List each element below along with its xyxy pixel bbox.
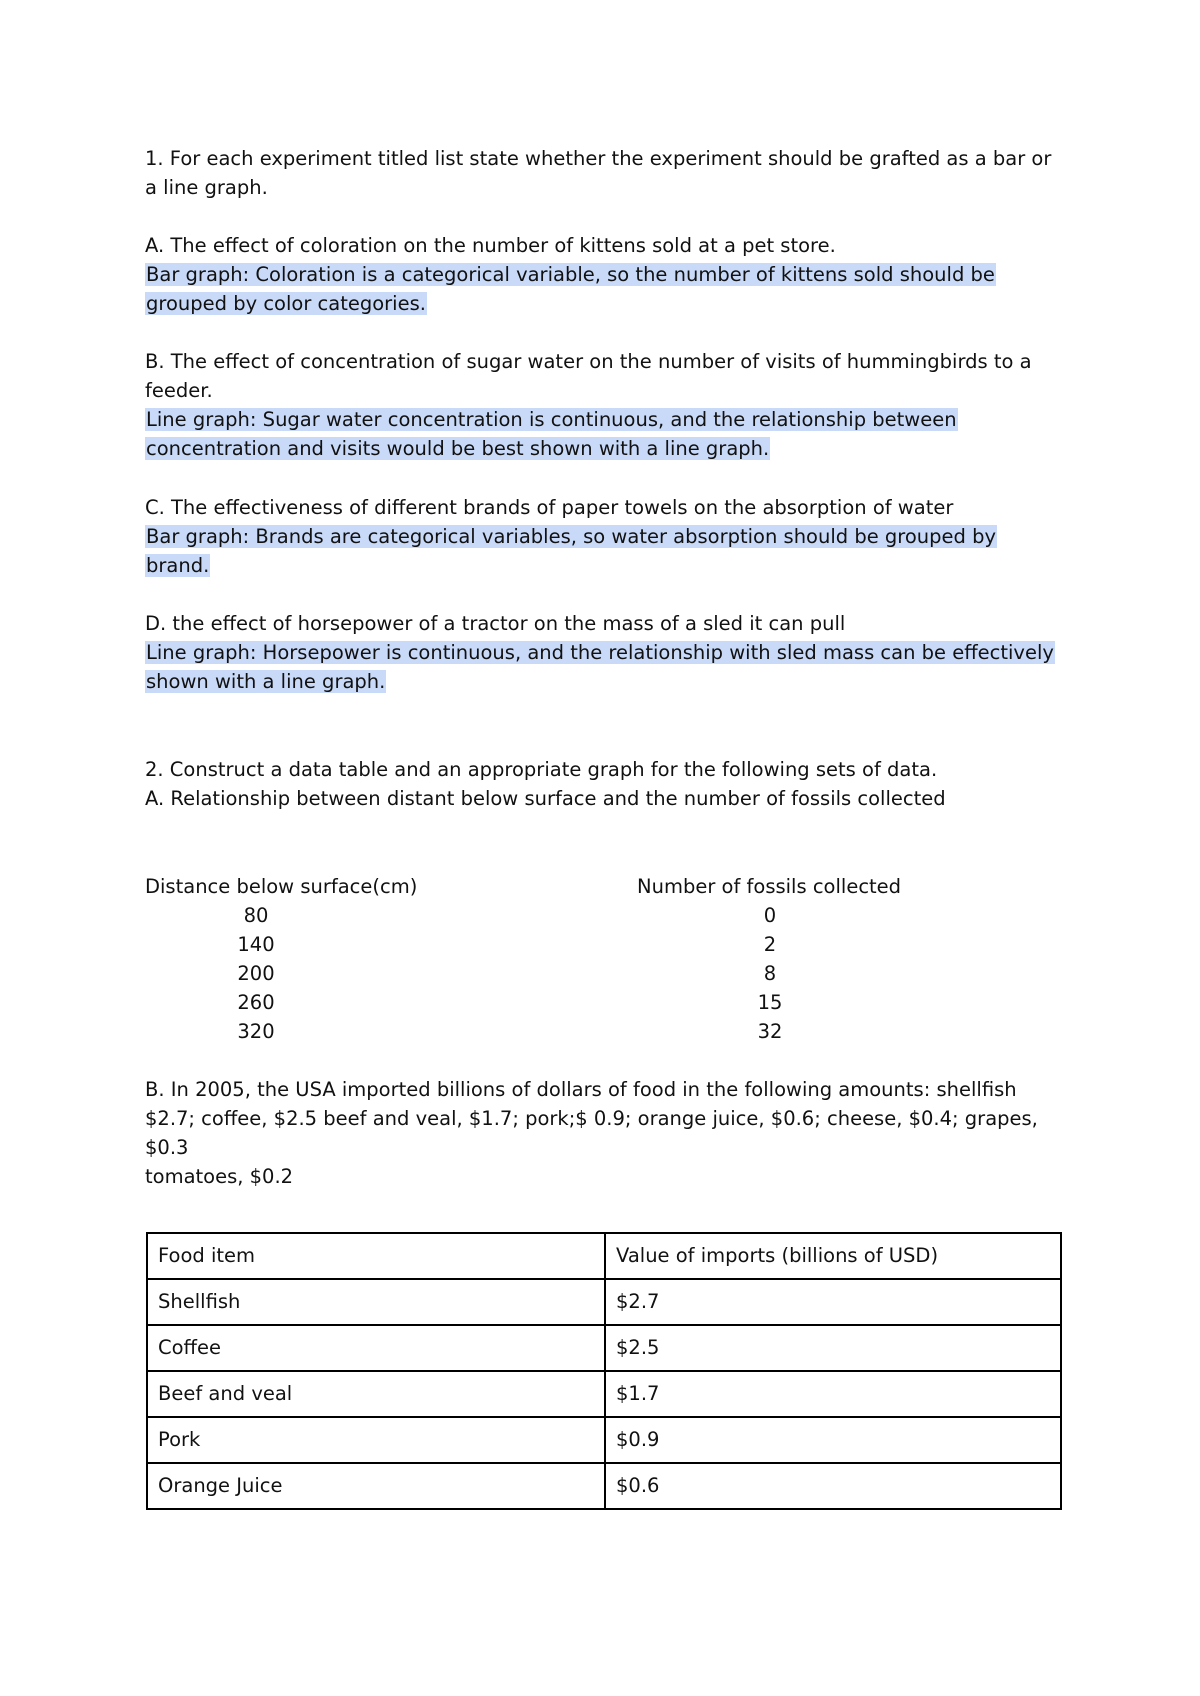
food-item-cell: Beef and veal	[147, 1371, 605, 1417]
table-row	[147, 1325, 1061, 1371]
q1-c-question: C. The effectiveness of different brands of paper towels on the absorption of water	[145, 496, 954, 519]
q1-prompt-line-2: a line graph.	[145, 176, 268, 199]
header-cell-value: Value of imports (billions of USD)	[605, 1233, 1061, 1279]
fossil-count-cell: 2	[763, 933, 777, 956]
document-page	[145, 0, 1065, 1696]
q1-b-answer-line-2: concentration and visits would be best shown with a line graph.	[146, 437, 770, 460]
q1-c-answer-line-2: brand.	[146, 554, 210, 577]
q1-d-question: D. the effect of horsepower of a tractor on the mass of a sled it can pull	[145, 612, 846, 635]
food-imports-table	[146, 1232, 1062, 1510]
q2-b-text-line-4: tomatoes, $0.2	[145, 1165, 294, 1188]
fossil-distance-cell: 200	[237, 962, 275, 985]
fossil-distance-cell: 260	[237, 991, 275, 1014]
fossil-col-distance-header: Distance below surface(cm)	[145, 875, 418, 898]
q1-b-answer-line-1: Line graph: Sugar water concentration is continuous, and the relationship between	[146, 408, 957, 431]
q1-prompt-line-1: 1. For each experiment titled list state whether the experiment should be grafted as a bar or	[145, 147, 1052, 170]
fossil-count-cell: 15	[757, 991, 783, 1014]
value-cell: $2.5	[605, 1325, 1061, 1371]
q1-a-answer-line-2: grouped by color categories.	[146, 292, 426, 315]
q2-prompt: 2. Construct a data table and an appropriate graph for the following sets of data.	[145, 758, 938, 781]
q2-b-text-line-1: B. In 2005, the USA imported billions of dollars of food in the following amounts: shellfish	[145, 1078, 1017, 1101]
q1-b-question-line-1: B. The effect of concentration of sugar water on the number of visits of hummingbirds to a	[145, 350, 1032, 373]
fossil-count-cell: 8	[763, 962, 777, 985]
table-row	[147, 1371, 1061, 1417]
q2-b-text-line-2: $2.7; coffee, $2.5 beef and veal, $1.7; pork;$ 0.9; orange juice, $0.6; cheese, $0.4; grapes,	[145, 1107, 1038, 1130]
food-item-cell: Pork	[147, 1417, 605, 1463]
fossil-distance-cell: 320	[237, 1020, 275, 1043]
q1-c-answer-line-1: Bar graph: Brands are categorical variables, so water absorption should be grouped by	[146, 525, 997, 548]
fossil-count-cell: 32	[757, 1020, 783, 1043]
table-row	[147, 1463, 1061, 1509]
food-item-cell: Shellfish	[147, 1279, 605, 1325]
q1-a-answer-line-1: Bar graph: Coloration is a categorical variable, so the number of kittens sold should be	[146, 263, 995, 286]
q1-d-answer-line-1: Line graph: Horsepower is continuous, and the relationship with sled mass can be effectively	[146, 641, 1054, 664]
food-item-cell: Orange Juice	[147, 1463, 605, 1509]
value-cell: $2.7	[605, 1279, 1061, 1325]
q2-b-text-line-3: $0.3	[145, 1136, 189, 1159]
fossil-count-cell: 0	[763, 904, 777, 927]
value-cell: $0.6	[605, 1463, 1061, 1509]
q1-a-question: A. The effect of coloration on the number of kittens sold at a pet store.	[145, 234, 836, 257]
value-cell: $0.9	[605, 1417, 1061, 1463]
table-header-row	[147, 1233, 1061, 1279]
q2-a-title: A. Relationship between distant below surface and the number of fossils collected	[145, 787, 946, 810]
food-item-cell: Coffee	[147, 1325, 605, 1371]
table-row	[147, 1279, 1061, 1325]
value-cell: $1.7	[605, 1371, 1061, 1417]
q1-d-answer-line-2: shown with a line graph.	[146, 670, 386, 693]
fossil-distance-cell: 140	[237, 933, 275, 956]
q1-b-question-line-2: feeder.	[145, 379, 213, 402]
header-cell-food-item: Food item	[147, 1233, 605, 1279]
fossil-distance-cell: 80	[243, 904, 269, 927]
table-row	[147, 1417, 1061, 1463]
fossil-col-count-header: Number of fossils collected	[637, 875, 902, 898]
